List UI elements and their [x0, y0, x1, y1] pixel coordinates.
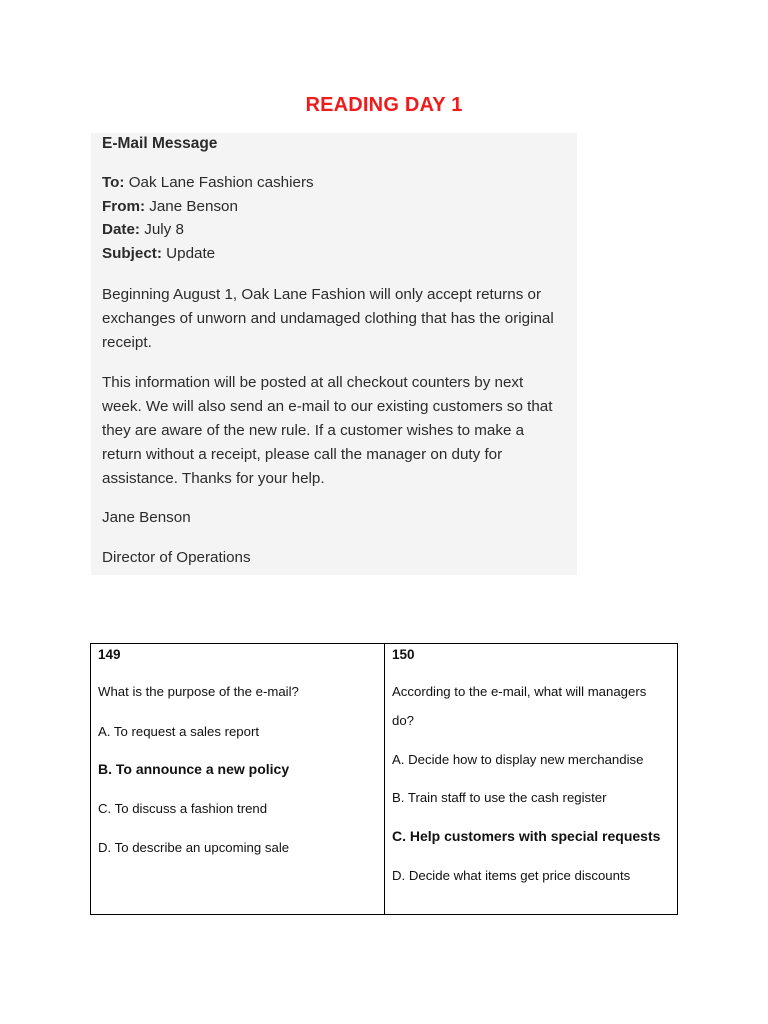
subject-value: Update	[166, 245, 216, 262]
paragraph-1-line: receipt.	[102, 334, 152, 351]
option-c: C. To discuss a fashion trend	[98, 801, 268, 816]
email-from-line	[102, 198, 238, 215]
paragraph-1-line: exchanges of unworn and undamaged clothing that has the original	[102, 310, 554, 327]
email-to-line	[102, 174, 314, 191]
question-prompt-line-1: According to the e-mail, what will managers	[392, 684, 647, 699]
option-b-correct: B. To announce a new policy	[98, 761, 290, 777]
question-number: 150	[392, 647, 415, 662]
email-subject-line	[102, 245, 215, 262]
option-d: D. To describe an upcoming sale	[98, 840, 290, 855]
option-a: A. Decide how to display new merchandise	[392, 752, 644, 767]
paragraph-2-line: This information will be posted at all checkout counters by next	[102, 374, 524, 391]
option-a: A. To request a sales report	[98, 724, 260, 739]
date-label: Date:	[102, 221, 140, 238]
subject-label: Subject:	[102, 245, 162, 262]
date-value: July 8	[144, 221, 184, 238]
paragraph-2-line: return without a receipt, please call the manager on duty for	[102, 446, 503, 463]
signature-title: Director of Operations	[102, 549, 251, 566]
email-paragraph-2	[102, 371, 572, 491]
to-value: Oak Lane Fashion cashiers	[128, 174, 314, 191]
email-message-card	[91, 133, 577, 575]
question-prompt-line-2: do?	[392, 713, 415, 728]
email-heading: E-Mail Message	[102, 135, 218, 152]
paragraph-2-line: assistance. Thanks for your help.	[102, 470, 325, 487]
option-b: B. Train staff to use the cash register	[392, 790, 607, 805]
to-label: To:	[102, 174, 125, 191]
paragraph-1-line: Beginning August 1, Oak Lane Fashion will only accept returns or	[102, 286, 542, 303]
question-cell-150	[385, 644, 677, 914]
question-cell-149	[91, 644, 385, 914]
email-date-line	[102, 221, 184, 238]
email-paragraph-1	[102, 283, 572, 355]
option-d: D. Decide what items get price discounts	[392, 868, 631, 883]
paragraph-2-line: week. We will also send an e-mail to our existing customers so that	[102, 398, 553, 415]
signature-name: Jane Benson	[102, 509, 191, 526]
question-number: 149	[98, 647, 121, 662]
question-prompt: What is the purpose of the e-mail?	[98, 684, 299, 699]
questions-table	[90, 643, 678, 915]
from-label: From:	[102, 198, 146, 215]
paragraph-2-line: they are aware of the new rule. If a customer wishes to make a	[102, 422, 525, 439]
option-c-correct: C. Help customers with special requests	[392, 828, 661, 844]
page-title: READING DAY 1	[305, 94, 463, 116]
from-value: Jane Benson	[149, 198, 238, 215]
